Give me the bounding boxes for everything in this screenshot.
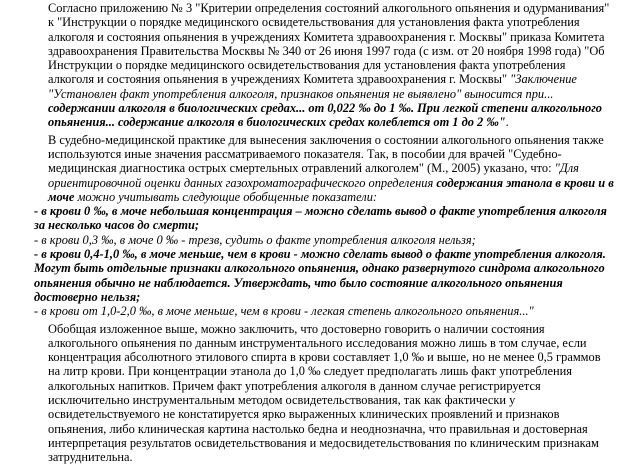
quoted-conclusion-text: "Заключение "Установлен факт употребления алкоголя, признаков опьянения не выявлено" выносится при... xyxy=(48,72,577,101)
bullet-item-3: - в крови 0,4-1,0 ‰, в моче меньше, чем в крови - можно сделать вывод о факте употребления алкоголя. Могут быть отдельные признаки алкогольного опьянения, однако развернутого синдрома алкогольного опьянения обычно не наблюдается. Утверждать, что было состояние алкогольного опьянения достоверно нельзя; xyxy=(34,247,606,304)
emphasized-alcohol-range-text: содержании алкоголя в биологических средах... от 0,022 ‰ до 1 ‰. При легкой степени алкогольного опьянения... содержание алкоголя в биологических средах колеблется от 1 до 2 ‰" xyxy=(48,101,603,130)
paragraph-appendix-criteria xyxy=(4,1,614,130)
paragraph-text: В судебно-медицинской практике для вынесения заключения о состоянии алкогольного опьянения также используются иные значения рассматриваемого показателя. Так, в пособии для врачей "Судебно-медицинская диагностика острых смертельных отравлений алкоголем" (М., 2005) указано, что: xyxy=(48,132,604,176)
bullet-item-2: - в крови 0,3 ‰, в моче 0 ‰ - трезв, судить о факте употребления алкоголя нельзя; xyxy=(34,232,476,247)
paragraph-end-punctuation: . xyxy=(505,115,509,130)
bullet-item-1: - в крови 0 ‰, в моче небольшая концентрация – можно сделать вывод о факте употребления алкоголя за несколько часов до смерти; xyxy=(34,204,607,233)
quoted-guidance-text: "Для ориентировочной оценки данных газохроматографического определения xyxy=(48,161,579,190)
paragraph-conclusion: Обобщая изложенное выше, можно заключить, что достоверно говорить о наличии состояния алкогольного опьянения по данным инструментального исследования можно лишь в том случае, если концентрация абсолютного этилового спирта в крови составляет 1,0 ‰ и выше, но не менее 0,5 граммов на литр крови. При концентрации этанола до 1,0 ‰ следует предполагать лишь факт употребления алкогольных напитков. Причем факт употребления алкоголя в данном случае регистрируется исключительно инструментальным методом освидетельствования, так как фактически у освидетельствуемого не констатируется ярко выраженных клинических проявлений и признаков опьянения, либо клиническая картина настолько бедна и неоднозначна, что правильная и достоверная интерпретация результатов освидетельствования и медосвидетельствования по клиническим признакам затруднительна. xyxy=(48,321,601,465)
quoted-guidance-continuation: можно учитывать следующие обобщенные показатели: xyxy=(74,189,378,204)
paragraph-forensic-practice xyxy=(4,133,614,204)
bullet-item-4: - в крови от 1,0-2,0 ‰, в моче меньше, чем в крови - легкая степень алкогольного опьянения..." xyxy=(34,304,534,319)
emphasized-ethanol-text: содержания этанола в крови и в моче xyxy=(48,175,614,204)
paragraph-text: Согласно приложению № 3 "Критерии определения состояний алкогольного опьянения и одурманивания" к "Инструкции о порядке медицинского освидетельствования для установления факта употребления алкоголя и состояния опьянения в учреждениях Комитета здравоохранения г. Москвы" приказа Комитета здравоохранения Правительства Москвы № 340 от 26 июня 1997 года (с изм. от 20 ноября 1998 года) "Об Инструкции о порядке медицинского освидетельствования для установления факта употребления алкоголя и состояния опьянения в учреждениях Комитета здравоохранения г. Москвы" xyxy=(48,1,610,87)
